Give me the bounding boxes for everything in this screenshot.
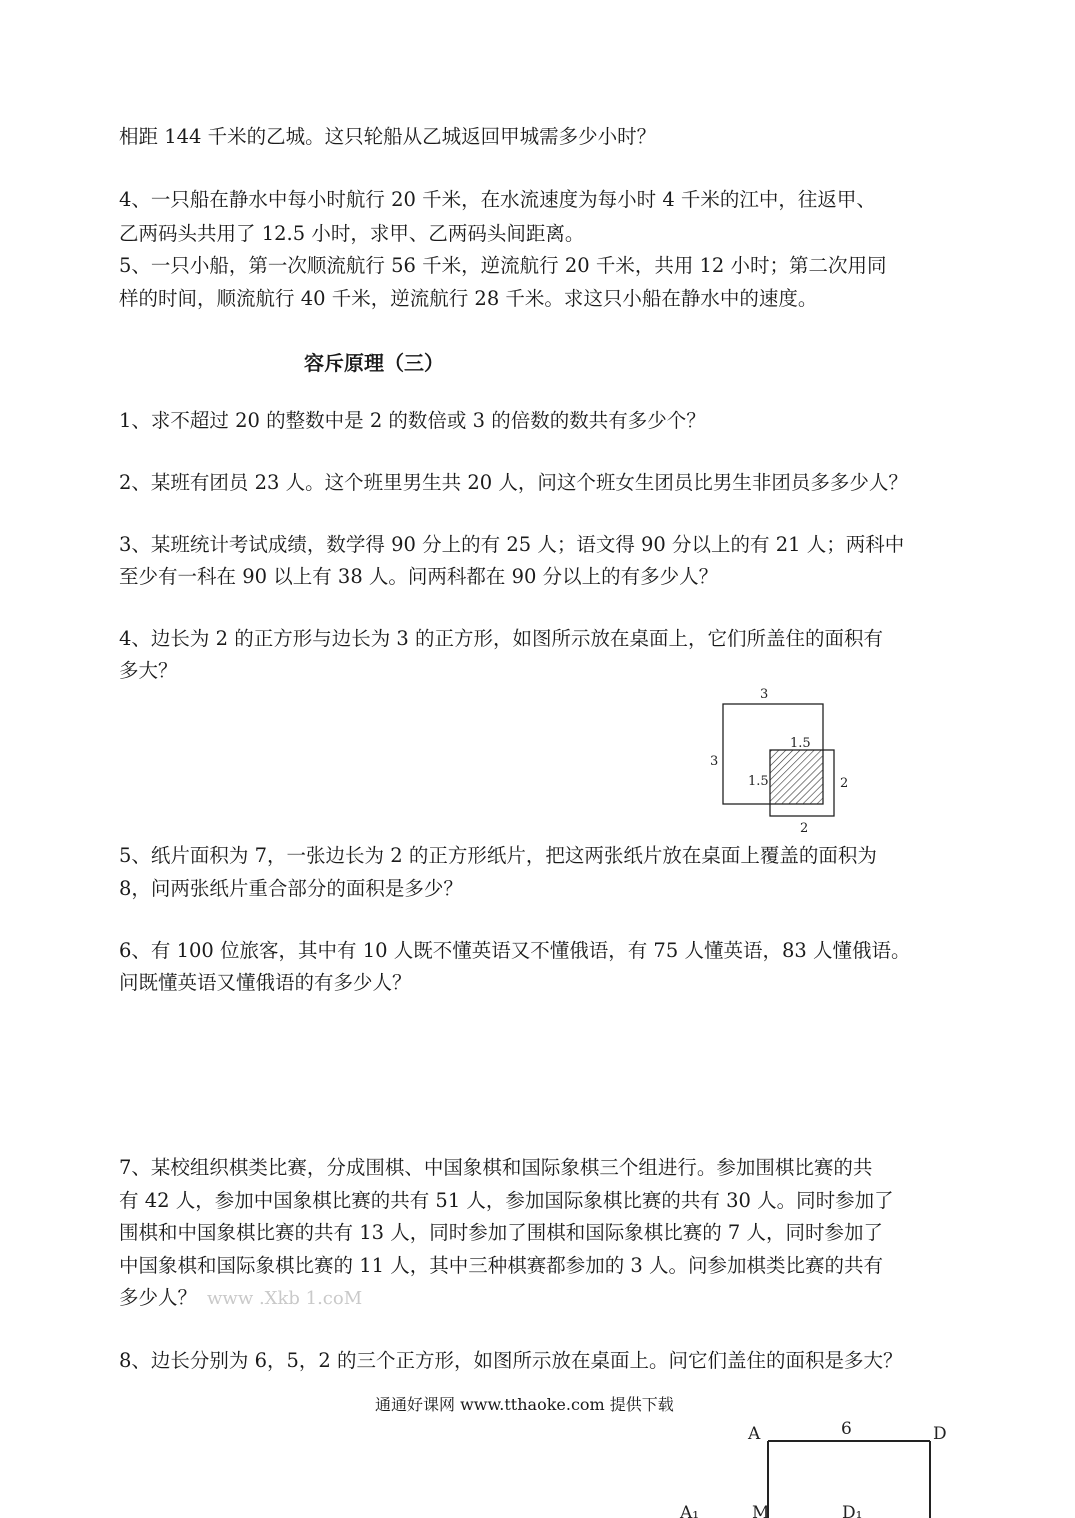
page-footer: 通通好课网 www.tthaoke.com 提供下载 bbox=[375, 1395, 674, 1414]
label-M: M bbox=[752, 1503, 770, 1518]
label-A1: A₁ bbox=[680, 1503, 700, 1518]
intro-line-4: 5、一只小船，第一次顺流航行 56 千米，逆流航行 20 千米，共用 12 小时；第二次用同 bbox=[119, 254, 887, 277]
label-side-6: 6 bbox=[841, 1419, 852, 1439]
intro-line-3: 乙两码头共用了 12.5 小时，求甲、乙两码头间距离。 bbox=[119, 222, 585, 245]
watermark: www .Xkb 1.coM bbox=[207, 1288, 363, 1309]
problem-3-line-2: 至少有一科在 90 以上有 38 人。问两科都在 90 分以上的有多少人？ bbox=[119, 565, 719, 588]
label-left-3: 3 bbox=[710, 754, 719, 769]
problem-7-line-4: 中国象棋和国际象棋比赛的 11 人，其中三种棋赛都参加的 3 人。问参加棋类比赛的共有 bbox=[119, 1254, 884, 1277]
label-A: A bbox=[748, 1424, 761, 1444]
intro-line-2: 4、一只船在静水中每小时航行 20 千米，在水流速度为每小时 4 千米的江中，往返甲、 bbox=[119, 188, 876, 211]
overlap-squares-figure bbox=[700, 680, 860, 840]
problem-7-line-2: 有 42 人，参加中国象棋比赛的共有 51 人，参加国际象棋比赛的共有 30 人。同时参加了 bbox=[119, 1189, 894, 1212]
label-overlap-left: 1.5 bbox=[748, 774, 769, 789]
problem-4-line-1: 4、边长为 2 的正方形与边长为 3 的正方形，如图所示放在桌面上，它们所盖住的面积有 bbox=[119, 627, 884, 650]
label-right-2: 2 bbox=[840, 776, 849, 791]
label-overlap-top: 1.5 bbox=[790, 736, 811, 751]
problem-7-line-1: 7、某校组织棋类比赛，分成围棋、中国象棋和国际象棋三个组进行。参加围棋比赛的共 bbox=[119, 1156, 873, 1179]
label-top-3: 3 bbox=[760, 687, 769, 702]
problem-1: 1、求不超过 20 的整数中是 2 的数倍或 3 的倍数的数共有多少个？ bbox=[119, 409, 706, 432]
problem-5-line-1: 5、纸片面积为 7，一张边长为 2 的正方形纸片，把这两张纸片放在桌面上覆盖的面积为 bbox=[119, 844, 877, 867]
problem-7-line-5: 多少人？ bbox=[119, 1286, 198, 1309]
problem-5-line-2: 8，问两张纸片重合部分的面积是多少？ bbox=[119, 877, 463, 900]
problem-6-line-2: 问既懂英语又懂俄语的有多少人？ bbox=[119, 971, 412, 994]
label-bottom-2: 2 bbox=[800, 821, 809, 836]
problem-4-line-2: 多大？ bbox=[119, 659, 178, 682]
problem-8: 8、边长分别为 6，5，2 的三个正方形，如图所示放在桌面上。问它们盖住的面积是多大？ bbox=[119, 1349, 903, 1372]
problem-3-line-1: 3、某班统计考试成绩，数学得 90 分上的有 25 人；语文得 90 分以上的有 21 人；两科中 bbox=[119, 533, 905, 556]
label-D: D bbox=[933, 1424, 947, 1444]
intro-line-1: 相距 144 千米的乙城。这只轮船从乙城返回甲城需多少小时？ bbox=[119, 125, 657, 148]
section-title: 容斥原理（三） bbox=[304, 351, 444, 375]
overlap-region bbox=[770, 750, 823, 804]
three-squares-figure bbox=[670, 1410, 970, 1518]
problem-2: 2、某班有团员 23 人。这个班里男生共 20 人，问这个班女生团员比男生非团员多多少人？ bbox=[119, 471, 908, 494]
problem-7-line-3: 围棋和中国象棋比赛的共有 13 人，同时参加了围棋和国际象棋比赛的 7 人，同时参加了 bbox=[119, 1221, 884, 1244]
problem-6-line-1: 6、有 100 位旅客，其中有 10 人既不懂英语又不懂俄语，有 75 人懂英语，83 人懂俄语。 bbox=[119, 939, 911, 962]
label-D1: D₁ bbox=[842, 1503, 863, 1518]
intro-line-5: 样的时间，顺流航行 40 千米，逆流航行 28 千米。求这只小船在静水中的速度。 bbox=[119, 287, 818, 310]
